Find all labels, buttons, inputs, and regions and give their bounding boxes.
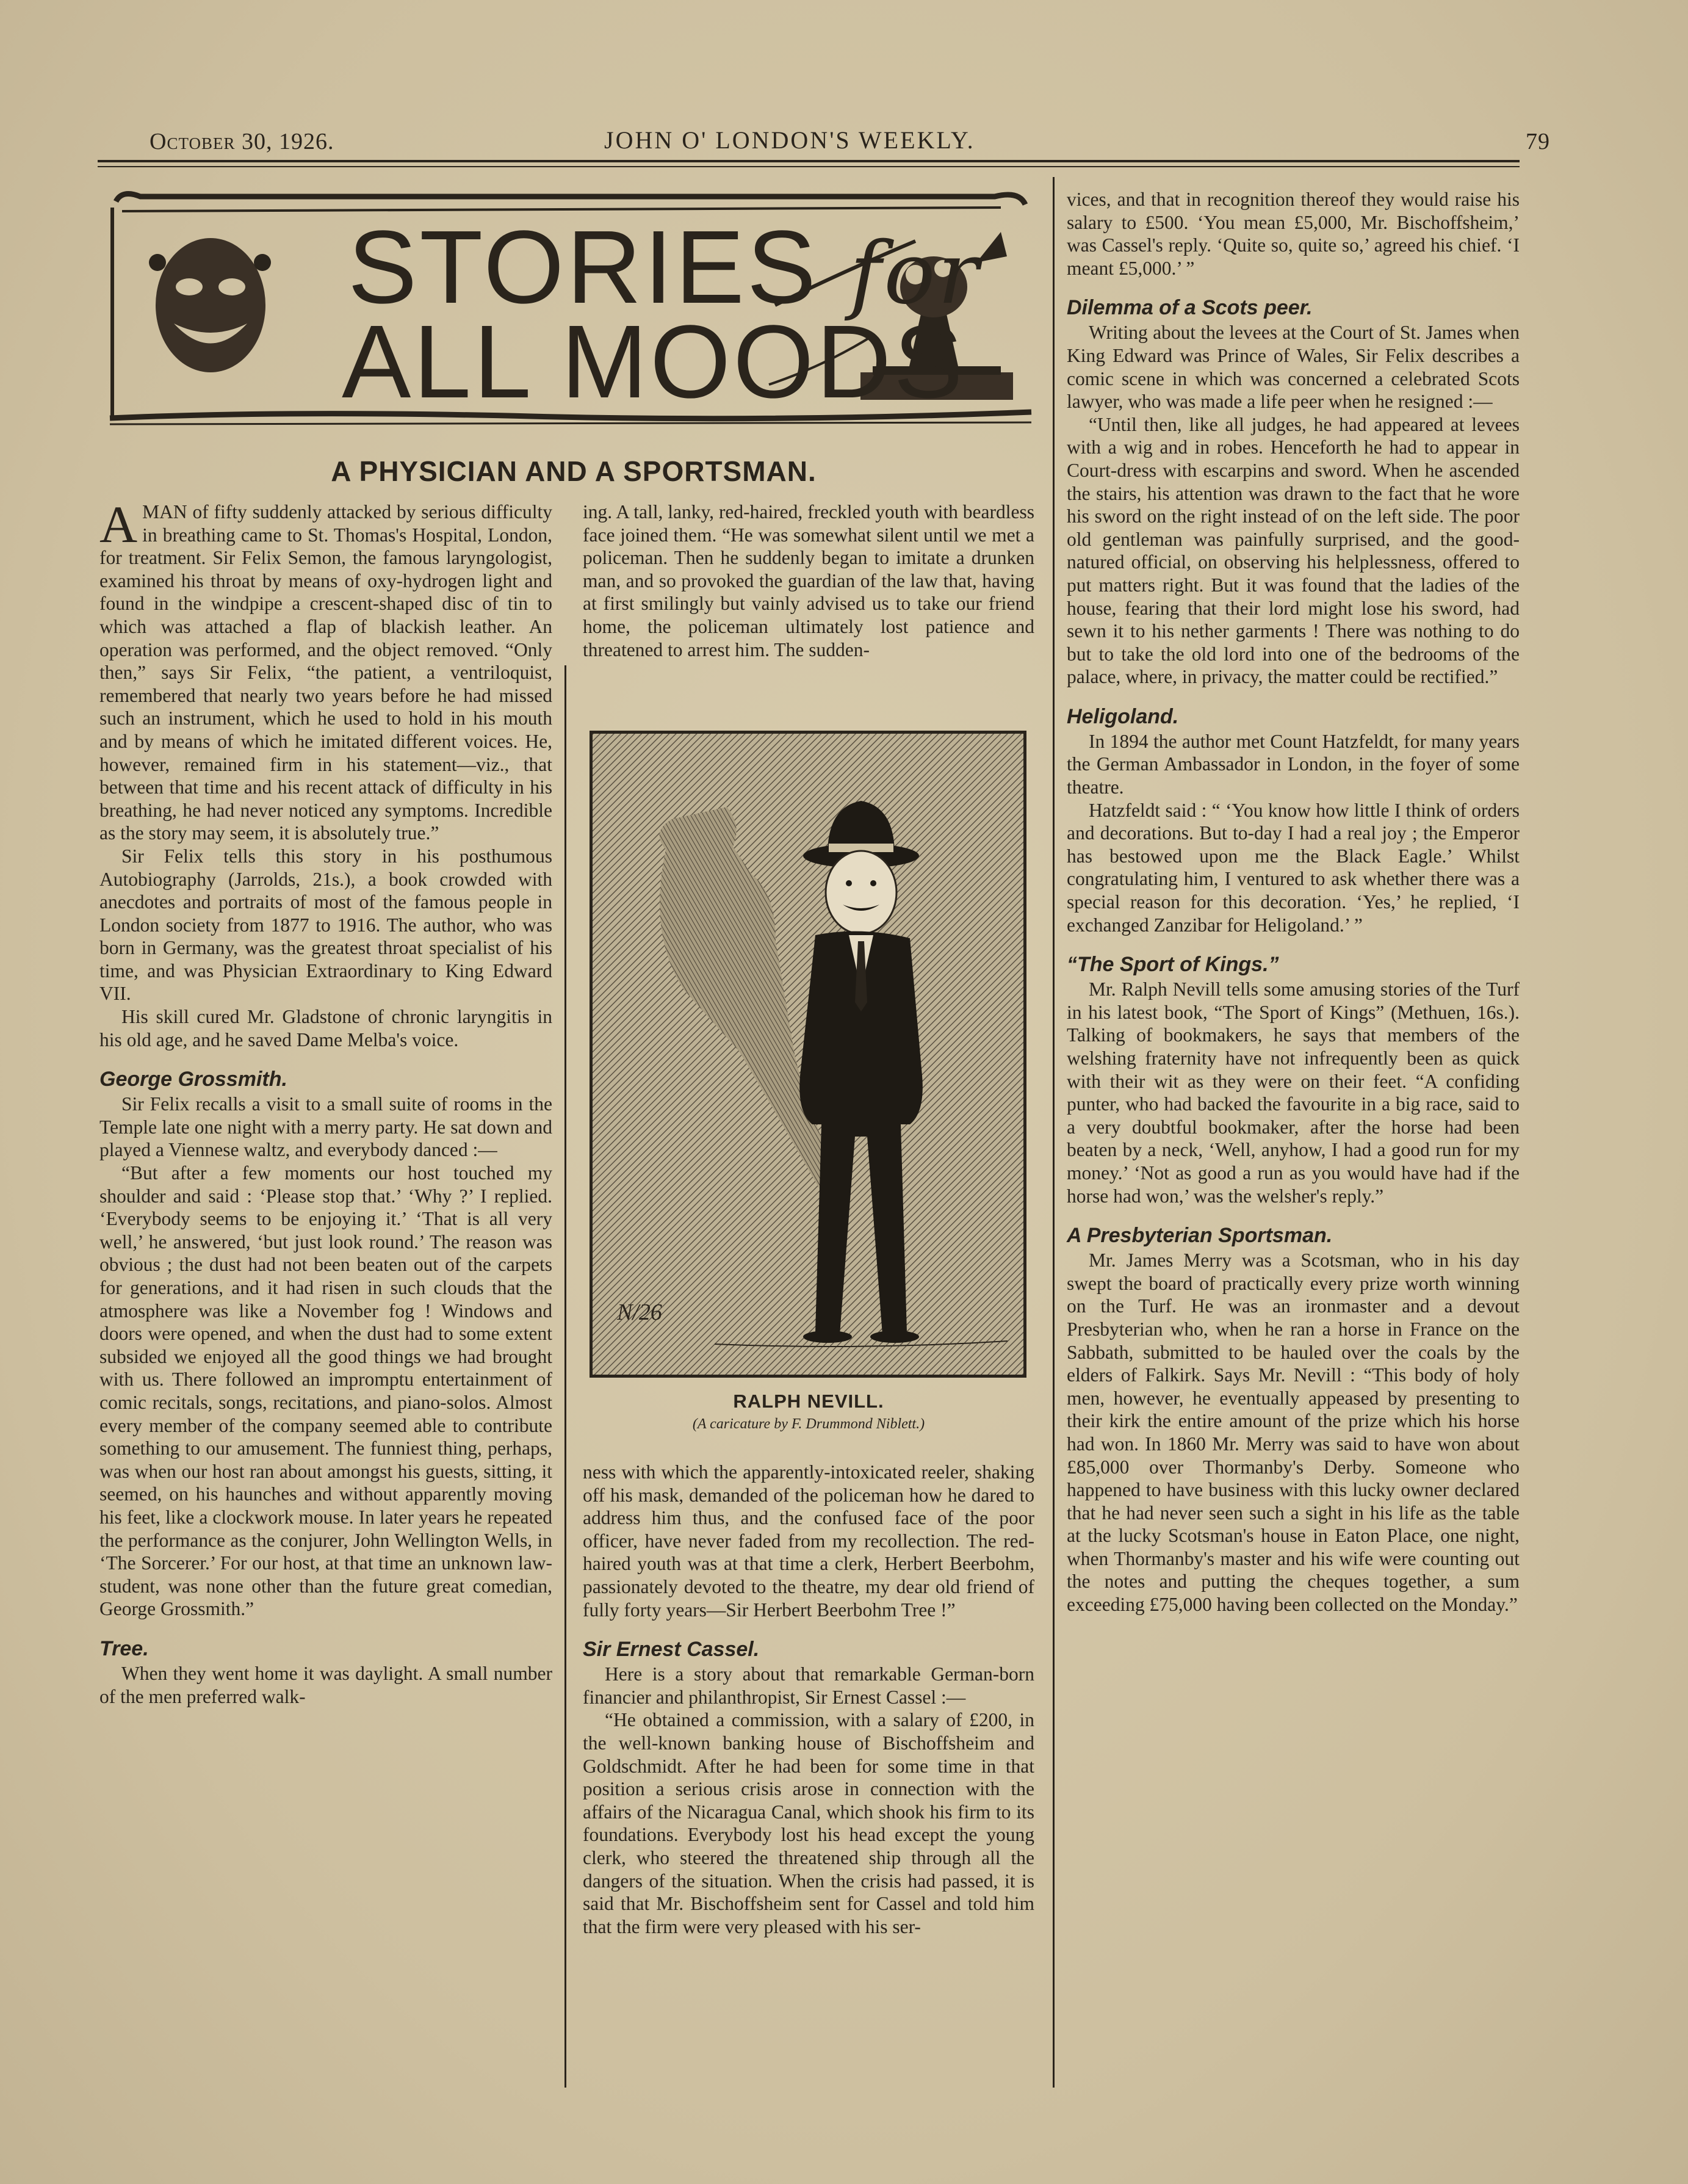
comedy-mask-icon xyxy=(140,226,281,385)
column-3 xyxy=(1067,188,1520,1616)
paragraph: His skill cured Mr. Gladstone of chronic laryngitis in his old age, and he saved Dame Melba's voice. xyxy=(99,1006,552,1050)
paragraph xyxy=(99,495,552,845)
issue-date: October 30, 1926. xyxy=(150,129,334,154)
column-rule-right xyxy=(1053,177,1055,2088)
paragraph: Sir Felix tells this story in his posthumous Autobiography (Jarrolds, 21s.), a book crowded with anecdotes and portraits of most of the famous people in London society from 1877 to 1916. The author, who was born in Germany, was the greatest throat specialist of his time, and was Physician Extraordinary to King Edward VII. xyxy=(99,845,552,1005)
banner-title-line2: ALL MOODS xyxy=(342,304,965,420)
caricature-drawing xyxy=(593,734,1023,1375)
paragraph: ness with which the apparently-intoxicated reeler, shaking off his mask, demanded of the policeman how he dared to address him thus, and the confused face of the poor officer, have never faded from my recollection. The red-haired youth was at that time a clerk, Herbert Beerbohm, passionately devoted to the theatre, my dear old friend of fully forty years—Sir Herbert Beerbohm Tree !” xyxy=(583,1461,1034,1621)
column-2-top xyxy=(583,501,1034,661)
paragraph: “But after a few moments our host touched my shoulder and said : ‘Please stop that.’ ‘Why ?’ I replied. ‘Everybody seems to be enjoying it.’ ‘That is all very well,’ he answered, ‘but just look round.’ The reason was obvious ; the dust had not been beaten out of the carpets for generations, and it had risen in such clouds that the atmosphere was like a November fog ! Windows and doors were opened, and when the dust had to some extent subsided we enjoyed all the good things we had brought with us. There followed an impromptu entertainment of comic recitals, songs, recitations, and piano-solos. Almost every member of the company seemed able to contribute something to our amusement. The funniest thing, perhaps, was when our host ran about amongst his guests, sitting, it seemed, on his haunches and without apparently moving his feet, like a clockwork mouse. In later years he repeated the performance as the conjurer, John Wellington Wells, in ‘The Sorcerer.’ For our host, at that time an unknown law-student, was none other than the future great comedian, George Grossmith.” xyxy=(99,1162,552,1620)
subheading: A Presbyterian Sportsman. xyxy=(1067,1224,1333,1248)
caricature-illustration xyxy=(590,731,1026,1378)
caption-title: RALPH NEVILL. xyxy=(733,1390,884,1412)
paragraph: vices, and that in recognition thereof they would raise his salary to £500. ‘You mean £5,000, Mr. Bischoffsheim,’ was Cassel's reply. ‘Quite so, quite so,’ agreed his chief. ‘I meant £5,000.’ ” xyxy=(1067,189,1520,279)
running-head xyxy=(98,122,1581,159)
paragraph: Mr. James Merry was a Scotsman, who in his day swept the board of practically every prize worth winning on the Turf. He was an ironmaster and a devout Presbyterian who, when he ran a horse in France on the Sabbath, submitted to be hauled over the coals by the elders of Falkirk. Says Mr. Nevill : “This body of holy men, however, he eventually appeased by presenting to their kirk the entire amount of the prize which his horse had won. In 1860 Mr. Merry was said to have won about £85,000 over Thormanby's Derby. Someone who happened to have business with this lucky owner declared that he had never seen such a sight in his life as the table at the lucky Scotsman's house in Eaton Place, one night, when Thormanby's master and his wife were counting out the notes and putting the cheques together, a sum exceeding £75,000 having been collected on the Monday.” xyxy=(1067,1249,1520,1616)
column-rule-left xyxy=(564,665,566,2088)
article-headline: A PHYSICIAN AND A SPORTSMAN. xyxy=(331,455,817,487)
paragraph: Hatzfeldt said : “ ‘You know how little I think of orders and decorations. But to-day I had a real joy ; the Emperor has bestowed upon me the Black Eagle.’ Whilst congratulating him, I ventured to ask whether there was a special reason for this decoration. ‘Yes,’ he replied, ‘I exchanged Zanzibar for Heligoland.’ ” xyxy=(1067,799,1520,936)
drop-cap: A xyxy=(99,495,138,554)
paragraph: “Until then, like all judges, he had appeared at levees with a wig and in robes. Henceforth he had to appear in Court-dress with escarpins and sword. When he ascended the stairs, his attention was drawn to the fact that he wore his sword on the right instead of on the left side. The poor old gentleman was painfully surprised, and the good-natured official, on observing his helplessness, offered to put matters right. But it was found that the ladies of the house, fearing that their lord might lose his sword, had sewn it to his nether garments ! There was nothing to do but to take the old lord into one of the bedrooms of the palace, where, in privacy, the matter could be rectified.” xyxy=(1067,413,1520,688)
paragraph: Here is a story about that remarkable German-born financier and philanthropist, Sir Ernest Cassel :— xyxy=(583,1663,1034,1708)
paragraph: In 1894 the author met Count Hatzfeldt, for many years the German Ambassador in London, in the foyer of some theatre. xyxy=(1067,730,1520,798)
artist-signature: N/26 xyxy=(617,1300,662,1325)
paragraph: Writing about the levees at the Court of St. James when King Edward was Prince of Wales, Sir Felix describes a comic scene in which was concerned a celebrated Scots lawyer, who was made a life peer when he resigned :— xyxy=(1067,322,1520,413)
paragraph: Sir Felix recalls a visit to a small suite of rooms in the Temple late one night with a merry party. He sat down and played a Viennese waltz, and everybody danced :— xyxy=(99,1093,552,1161)
subheading: Heligoland. xyxy=(1067,704,1179,728)
subheading: Tree. xyxy=(99,1636,149,1660)
subheading: Sir Ernest Cassel. xyxy=(583,1638,760,1662)
paragraph: ing. A tall, lanky, red-haired, freckled youth with beardless face joined them. “He was somewhat silent until we met a policeman. Then he suddenly began to imitate a drunken man, and so provoked the guardian of the law that, having at first smilingly but vainly advised us to take our friend home, the policeman ultimately lost patience and threatened to arrest him. The sudden- xyxy=(583,501,1034,660)
paragraph: “He obtained a commission, with a salary of £200, in the well-known banking house of Bischoffsheim and Goldschmidt. After he had been for some time in that position a serious crisis arose in connection with the affairs of the Nicaragua Canal, which shook his firm to its foundations. Everybody lost his head except the young clerk, who steered the threatened ship through all the dangers of the situation. When the crisis had passed, it is said that Mr. Bischoffsheim sent for Cassel and told him that the firm were very pleased with his ser- xyxy=(583,1709,1034,1937)
section-banner xyxy=(104,183,1044,439)
banner-word-for: for xyxy=(849,224,981,324)
masthead: JOHN O' LONDON'S WEEKLY. xyxy=(604,126,975,154)
paragraph-text: MAN of fifty suddenly attacked by serious difficulty in breathing came to St. Thomas's Hospital, London, for treatment. Sir Felix Semon, the famous laryngologist, examined his throat by means of oxy-hydrogen light and found in the windpipe a crescent-shaped disc of tin to which was attached a flap of blackish leather. An operation was performed, and the object removed. “Only then,” says Sir Felix, “the patient, a ventriloquist, remembered that nearly two years before he had missed such an instrument, which he used to hold in his mouth and by means of which he imitated different voices. He, however, remained firm in his statement—viz., that between that time and his recent attack of difficulty in his breathing, he had never noticed any symptoms. Incredible as the story may seem, it is absolutely true.” xyxy=(99,501,552,844)
header-rule xyxy=(98,160,1520,162)
paragraph: Mr. Ralph Nevill tells some amusing stories of the Turf in his latest book, “The Sport of Kings” (Methuen, 16s.). Talking of bookmakers, he says that members of the welshing fraternity have not infrequently been as quick with their wit as they were on their feet. “A confiding punter, who had backed the favourite in a big race, said to a very doubtful bookmaker, after the horse had been beaten by a neck, ‘Well, anyhow, I had a good run for my money.’ ‘Not as good a run as you would have had if the horse had won,’ was the welsher's reply.” xyxy=(1067,978,1520,1207)
page-number: 79 xyxy=(1526,129,1550,154)
caption-credit: (A caricature by F. Drummond Niblett.) xyxy=(692,1416,925,1432)
column-1 xyxy=(99,495,552,1708)
subheading: George Grossmith. xyxy=(99,1068,287,1091)
paragraph: When they went home it was daylight. A small number of the men preferred walk- xyxy=(99,1662,552,1707)
header-rule-thin xyxy=(98,166,1520,167)
subheading: Dilemma of a Scots peer. xyxy=(1067,296,1313,320)
banner-word-stories: STORIES xyxy=(348,209,819,325)
subheading: “The Sport of Kings.” xyxy=(1067,953,1279,977)
column-2-bottom xyxy=(583,1461,1034,1938)
